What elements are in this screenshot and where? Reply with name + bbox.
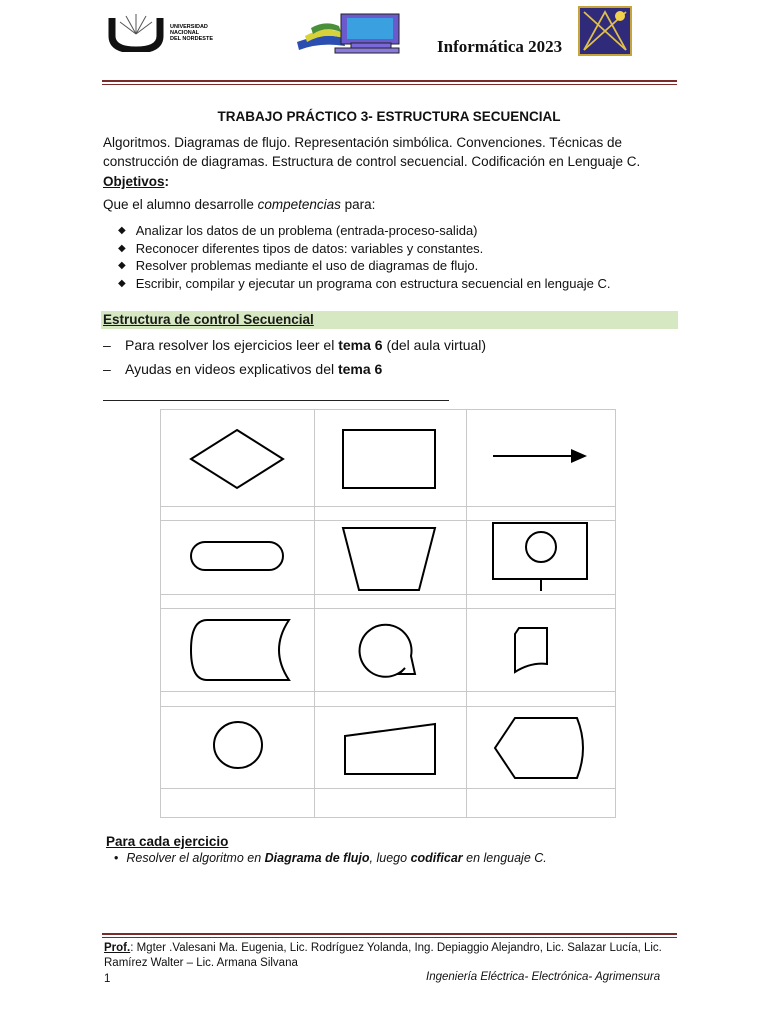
document-icon [511,626,551,674]
objectives-heading: Objetivos: [103,174,170,189]
flowchart-symbols-table [160,409,616,818]
off-page-connector-icon [353,618,417,682]
list-item: ◆ Analizar los datos de un problema (entrada-proceso-salida) [118,223,478,238]
exercise-instruction: • Resolver el algoritmo en Diagrama de flujo, luego codificar en lenguaje C. [114,851,547,865]
professors-names: : Mgter .Valesani Ma. Eugenia, Lic. Rodríguez Yolanda, Ing. Depiaggio Alejandro, Lic. Salazar Lucía, Lic. Ramírez Walter – Lic. Armana Silvana [104,942,662,969]
instruction-line-2: – Ayudas en videos explicativos del tema 6 [103,361,383,377]
footer-rule-thin [102,937,677,938]
terminal-pill-icon [189,540,285,572]
instruction-line-1: – Para resolver los ejercicios leer el tema 6 (del aula virtual) [103,337,487,353]
university-logo-line1: UNIVERSIDAD [170,24,208,30]
bullet-diamond-icon: ◆ [118,260,126,271]
bullet-diamond-icon: ◆ [118,242,126,254]
bullet-diamond-icon: ◆ [118,225,126,236]
document-title: TRABAJO PRÁCTICO 3- ESTRUCTURA SECUENCIAL [217,109,561,124]
bullet-dot-icon: • [114,851,119,865]
faculty-logo [578,6,632,56]
header-rule [102,80,677,82]
separator-line [103,400,449,401]
computer-clipart [295,12,405,54]
connector-box-icon [491,521,589,593]
page-number: 1 [104,973,111,985]
career-label: Ingeniería Eléctrica- Electrónica- Agrimensura [426,971,661,983]
section-title: Estructura de control Secuencial [103,312,314,327]
footer-rule [102,933,677,935]
stored-data-icon [189,618,293,682]
university-logo-line3: DEL NORDESTE [170,36,213,42]
process-rectangle-icon [341,428,437,490]
list-item: ◆ Reconocer diferentes tipos de datos: variables y constantes. [118,240,484,256]
flow-arrow-icon [491,446,589,466]
professors-line [104,941,684,971]
exercise-heading: Para cada ejercicio [106,834,229,849]
decision-diamond-icon [189,428,285,490]
objectives-intro: Que el alumno desarrolle competencias para: [103,197,376,212]
list-item: ◆ Resolver problemas mediante el uso de diagramas de flujo. [118,258,479,273]
objectives-list [118,222,610,292]
header-title: Informática 2023 [437,37,563,56]
university-logo [108,12,230,52]
bullet-diamond-icon: ◆ [118,277,126,289]
professors-label: Prof. [104,942,131,954]
circle-connector-icon [211,720,265,770]
header-rule-thin [102,84,677,85]
intro-paragraph: Algoritmos. Diagramas de flujo. Representación simbólica. Convenciones. Técnicas de construcción de diagramas. Estructura de control secuencial. Codificación en Lenguaje C. [103,135,641,169]
manual-operation-trapezoid-icon [341,526,437,592]
list-item: ◆ Escribir, compilar y ejecutar un programa con estructura secuencial en lenguaje C. [118,275,611,291]
display-hexagon-icon [493,716,591,780]
university-logo-line2: NACIONAL [170,30,200,36]
objectives-label: Objetivos [103,174,165,189]
manual-input-icon [341,722,437,776]
